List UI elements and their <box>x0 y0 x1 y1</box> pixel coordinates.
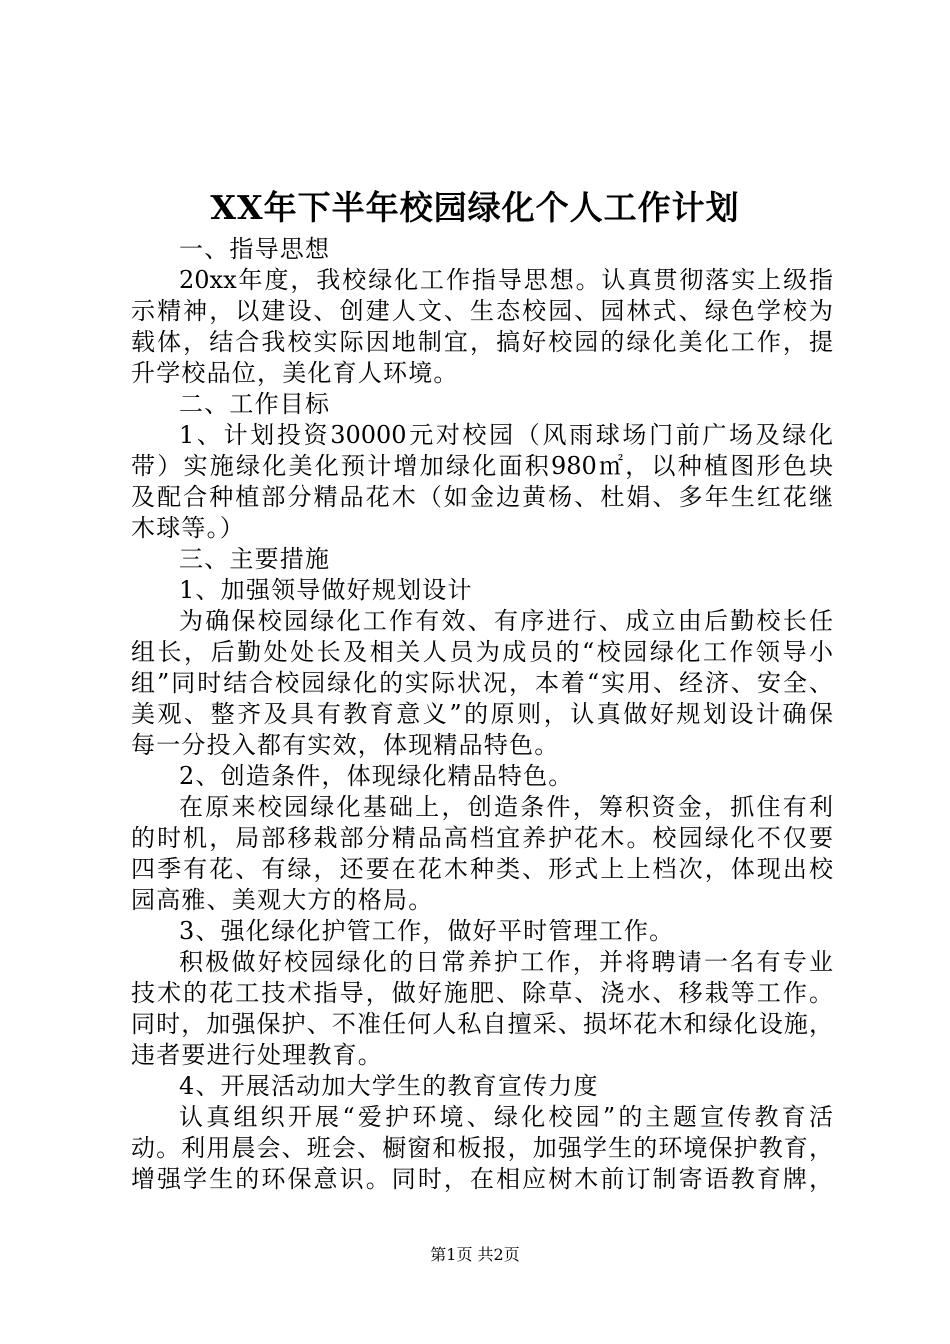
document-body <box>131 234 833 1195</box>
document-title: XX年下半年校园绿化个人工作计划 <box>210 188 740 227</box>
subsection-heading: 1、加强领导做好规划设计 <box>179 576 473 604</box>
paragraph-line: 及配合种植部分精品花木（如金边黄杨、杜娟、多年生红花继 <box>131 483 833 511</box>
section-heading: 二、工作目标 <box>179 390 331 418</box>
subsection-heading: 4、开展活动加大学生的教育宣传力度 <box>179 1072 599 1100</box>
paragraph-line: 在原来校园绿化基础上，创造条件，筹积资金，抓住有利 <box>179 793 833 821</box>
paragraph-line: 美观、整齐及具有教育意义”的原则，认真做好规划设计确保 <box>131 700 833 728</box>
paragraph-line: 积极做好校园绿化的日常养护工作，并将聘请一名有专业 <box>179 948 833 976</box>
paragraph-line: 组长，后勤处处长及相关人员为成员的“校园绿化工作领导小 <box>131 638 833 666</box>
paragraph-line: 20xx年度，我校绿化工作指导思想。认真贯彻落实上级指 <box>179 266 833 294</box>
section-heading: 一、指导思想 <box>179 235 331 263</box>
paragraph-line: 组”同时结合校园绿化的实际状况，本着“实用、经济、安全、 <box>131 669 833 697</box>
paragraph-line: 示精神，以建设、创建人文、生态校园、园林式、绿色学校为 <box>131 297 833 325</box>
paragraph-line: 技术的花工技术指导，做好施肥、除草、浇水、移栽等工作。 <box>131 979 833 1007</box>
paragraph-line: 带）实施绿化美化预计增加绿化面积980㎡，以种植图形色块 <box>131 452 833 480</box>
paragraph-line: 的时机，局部移栽部分精品高档宜养护花木。校园绿化不仅要 <box>131 824 833 852</box>
paragraph-line: 同时，加强保护、不准任何人私自擅采、损坏花木和绿化设施， <box>131 1010 833 1038</box>
paragraph-line: 1、计划投资30000元对校园（风雨球场门前广场及绿化 <box>179 421 833 449</box>
paragraph-line: 动。利用晨会、班会、橱窗和板报，加强学生的环境保护教育， <box>131 1134 833 1162</box>
paragraph-line: 载体，结合我校实际因地制宜，搞好校园的绿化美化工作，提 <box>131 328 833 356</box>
paragraph-line: 四季有花、有绿，还要在花木种类、形式上上档次，体现出校 <box>131 855 833 883</box>
paragraph-line: 每一分投入都有实效，体现精品特色。 <box>131 731 560 759</box>
subsection-heading: 3、强化绿化护管工作，做好平时管理工作。 <box>179 917 675 945</box>
paragraph-line: 违者要进行处理教育。 <box>131 1041 383 1069</box>
paragraph-line: 木球等。） <box>131 514 245 542</box>
paragraph-line: 为确保校园绿化工作有效、有序进行、成立由后勤校长任 <box>179 607 833 635</box>
paragraph-line: 升学校品位，美化育人环境。 <box>131 359 459 387</box>
section-heading: 三、主要措施 <box>179 545 331 573</box>
paragraph-line: 园高雅、美观大方的格局。 <box>131 886 434 914</box>
subsection-heading: 2、创造条件，体现绿化精品特色。 <box>179 762 574 790</box>
paragraph-line: 认真组织开展“爱护环境、绿化校园”的主题宣传教育活 <box>179 1103 833 1131</box>
page-footer: 第1页 共2页 <box>430 1245 520 1264</box>
paragraph-line: 增强学生的环保意识。同时，在相应树木前订制寄语教育牌， <box>131 1165 833 1193</box>
